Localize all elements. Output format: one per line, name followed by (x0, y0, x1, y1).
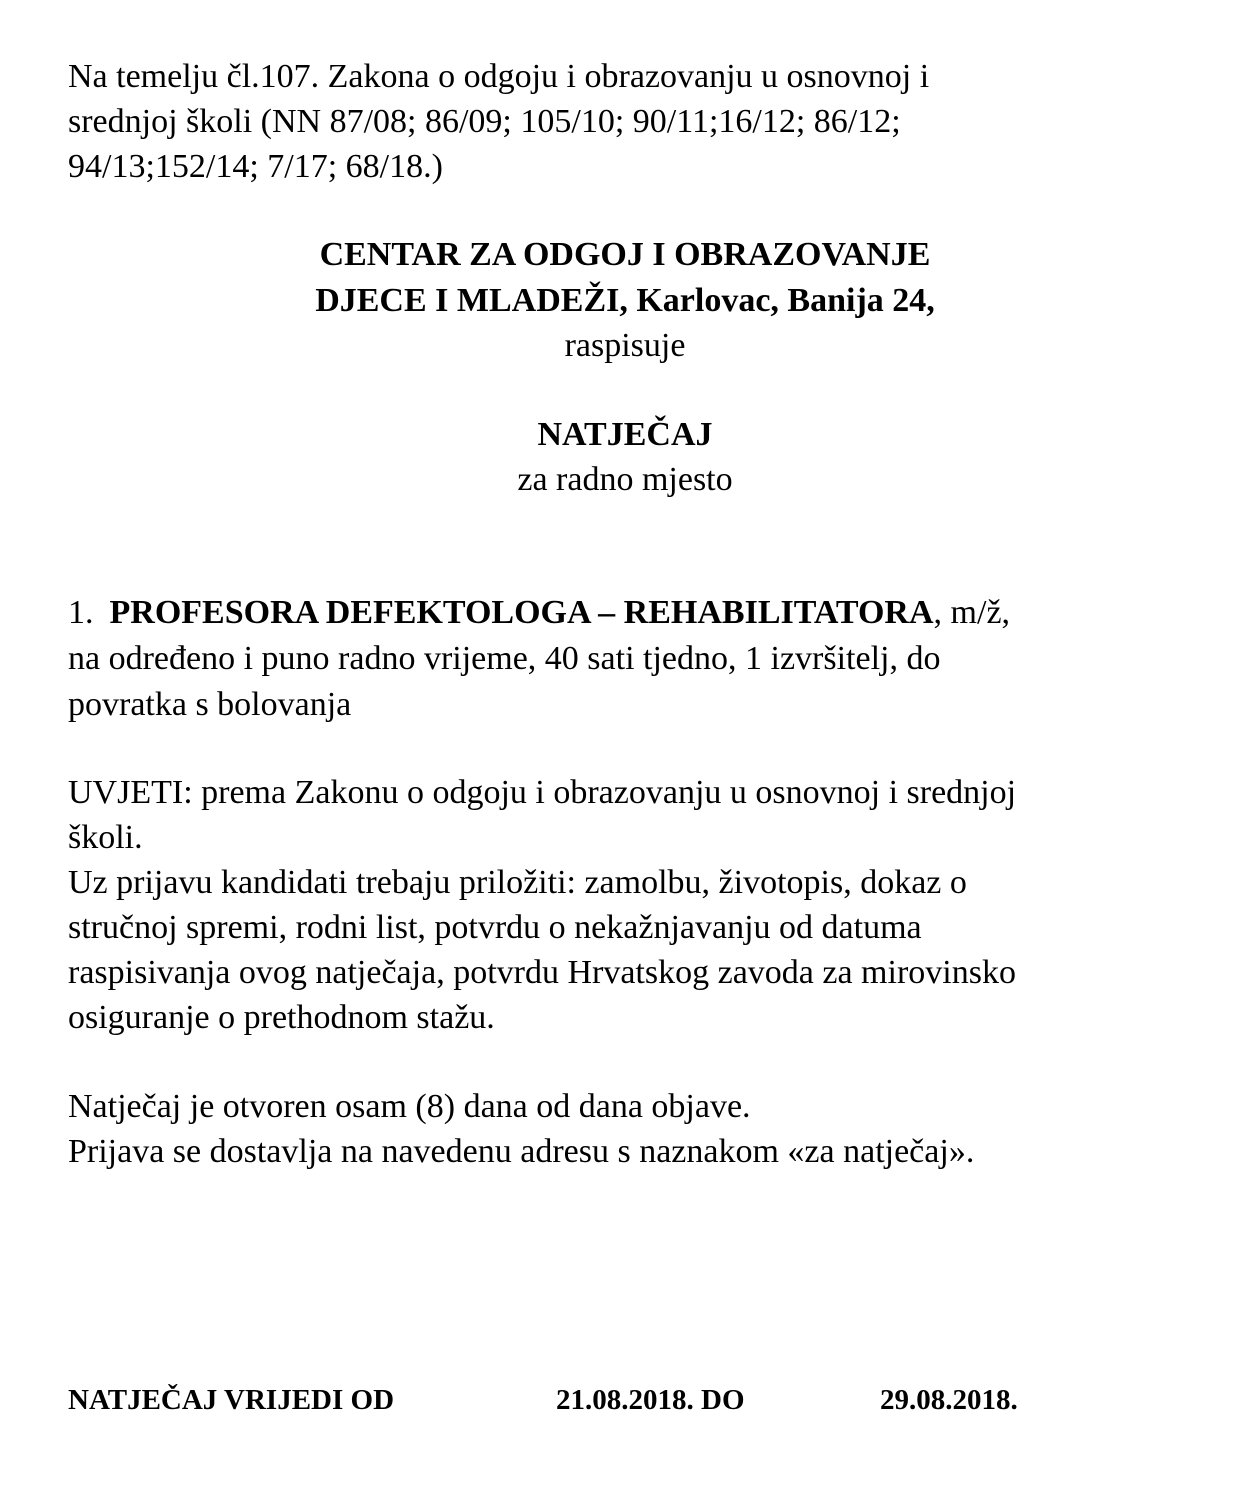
legal-basis-line: srednjoj školi (NN 87/08; 86/09; 105/10; 90/11;16/12; 86/12; (68, 103, 901, 140)
legal-basis-line: 94/13;152/14; 7/17; 68/18.) (68, 148, 443, 185)
conditions-line: školi. (68, 819, 143, 856)
closing-paragraph (68, 1084, 1188, 1174)
job-gender: , m/ž, (933, 594, 1011, 631)
validity-label: NATJEČAJ VRIJEDI OD (68, 1384, 395, 1416)
organization-name-line-1: CENTAR ZA ODGOJ I OBRAZOVANJE (319, 236, 931, 273)
conditions-line: Uz prijavu kandidati trebaju priložiti: zamolbu, životopis, dokaz o (68, 864, 967, 901)
job-terms: na određeno i puno radno vrijeme, 40 sati tjedno, 1 izvršitelj, do (68, 640, 941, 677)
organization-name-line-2: DJECE I MLADEŽI, Karlovac, Banija 24, (315, 282, 935, 319)
conditions-line: osiguranje o prethodnom stažu. (68, 999, 495, 1036)
legal-basis-paragraph (68, 54, 1168, 189)
job-number: 1. (68, 594, 94, 631)
conditions-line: UVJETI: prema Zakonu o odgoju i obrazovanju u osnovnoj i srednjoj (68, 774, 1017, 811)
closing-line: Natječaj je otvoren osam (8) dana od dana objave. (68, 1088, 751, 1125)
competition-title: NATJEČAJ (537, 416, 713, 453)
job-duration: povratka s bolovanja (68, 686, 352, 723)
job-title: PROFESORA DEFEKTOLOGA – REHABILITATORA (109, 594, 934, 631)
conditions-paragraph (68, 770, 1188, 1040)
job-title-line (68, 590, 1188, 636)
job-position (68, 590, 1188, 728)
validity-from-date: 21.08.2018. DO (556, 1384, 745, 1416)
conditions-line: stručnoj spremi, rodni list, potvrdu o nekažnjavanju od datuma (68, 909, 922, 946)
competition-subtitle: za radno mjesto (517, 461, 733, 498)
validity-to-date: 29.08.2018. (880, 1384, 1018, 1416)
closing-line: Prijava se dostavlja na navedenu adresu s naznakom «za natječaj». (68, 1133, 975, 1170)
conditions-line: raspisivanja ovog natječaja, potvrdu Hrvatskog zavoda za mirovinsko (68, 954, 1016, 991)
legal-basis-line: Na temelju čl.107. Zakona o odgoju i obrazovanju u osnovnoj i (68, 58, 930, 95)
organization-action: raspisuje (564, 327, 686, 364)
